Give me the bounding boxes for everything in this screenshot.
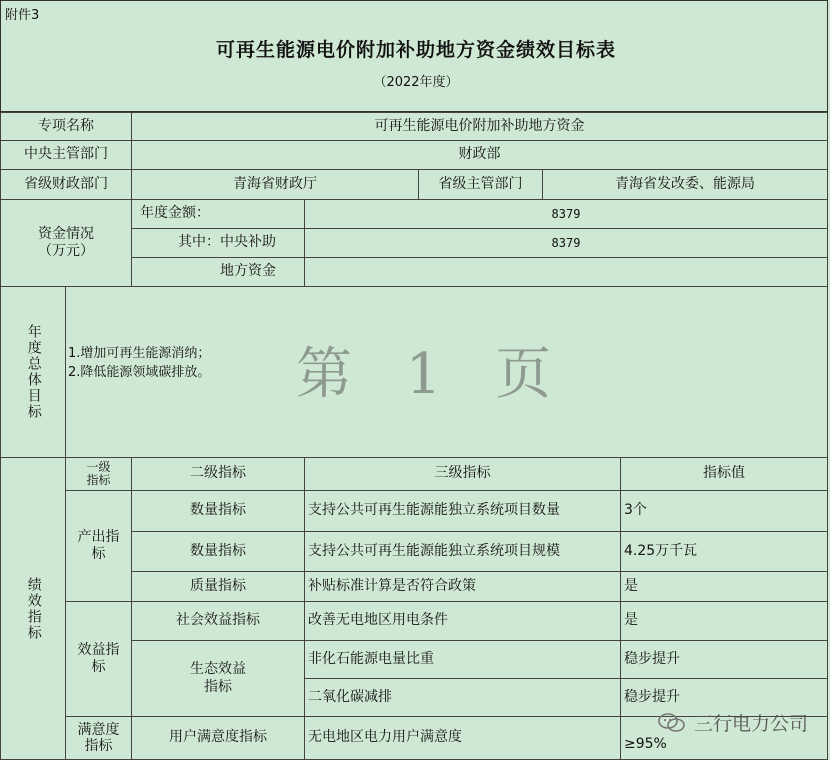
annual-amount-label: 年度金额： [131, 199, 305, 229]
col-header-value: 指标值 [620, 457, 828, 491]
level3-cell: 支持公共可再生能源能独立系统项目数量 [304, 490, 621, 532]
level3-cell: 支持公共可再生能源能独立系统项目规模 [304, 531, 621, 572]
level3-cell: 补贴标准计算是否符合政策 [304, 571, 621, 602]
col-header-level1: 一级 指标 [65, 457, 132, 491]
project-name-value: 可再生能源电价附加补助地方资金 [131, 112, 828, 141]
central-dept-value: 财政部 [131, 140, 828, 170]
central-subsidy-value: 8379 [304, 228, 828, 258]
provincial-dept-label: 省级主管部门 [418, 169, 543, 200]
level3-cell: 非化石能源电量比重 [304, 640, 621, 679]
brand-watermark [658, 709, 808, 736]
level1-benefit: 效益指 标 [65, 601, 132, 717]
local-funds-label: 地方资金 [131, 257, 305, 287]
annual-goals-list [68, 345, 210, 383]
level2-cell: 数量指标 [131, 490, 305, 532]
level2-cell: 数量指标 [131, 531, 305, 572]
provincial-finance-label: 省级财政部门 [0, 169, 132, 200]
level2-cell: 社会效益指标 [131, 601, 305, 641]
value-cell: 3个 [620, 490, 828, 532]
central-dept-label: 中央主管部门 [0, 140, 132, 170]
level1-satisfaction: 满意度 指标 [65, 716, 132, 760]
performance-section-label: 绩效指标 [0, 457, 66, 760]
annual-amount-value: 8379 [304, 199, 828, 229]
attachment-label: 附件3 [5, 8, 40, 23]
level3-cell: 二氧化碳减排 [304, 678, 621, 717]
wechat-icon [658, 713, 686, 733]
level2-cell: 质量指标 [131, 571, 305, 602]
value-cell: 4.25万千瓦 [620, 531, 828, 572]
col-header-level3: 三级指标 [304, 457, 621, 491]
provincial-finance-value: 青海省财政厅 [131, 169, 419, 200]
level2-cell: 用户满意度指标 [131, 716, 305, 760]
value-cell: 是 [620, 571, 828, 602]
level2-cell: 生态效益 指标 [131, 640, 305, 717]
central-subsidy-label: 其中：中央补助 [131, 228, 305, 258]
sheet-header [0, 0, 828, 112]
value-cell: 稳步提升 [620, 640, 828, 679]
value-cell: 稳步提升 [620, 678, 828, 717]
level3-cell: 无电地区电力用户满意度 [304, 716, 621, 760]
value-cell: 是 [620, 601, 828, 641]
level1-output: 产出指 标 [65, 490, 132, 602]
sheet-title: 可再生能源电价附加补助地方资金绩效目标表 [215, 39, 616, 61]
value-cell: ≥95% [620, 716, 828, 760]
level3-cell: 改善无电地区用电条件 [304, 601, 621, 641]
provincial-dept-value: 青海省发改委、能源局 [542, 169, 828, 200]
local-funds-value [304, 257, 828, 287]
annual-goals-label: 年度总体目标 [0, 286, 66, 458]
goal-item: 1.增加可再生能源消纳； [68, 346, 211, 361]
col-header-level2: 二级指标 [131, 457, 305, 491]
sheet-year: （2022年度） [373, 75, 459, 90]
funding-label: 资金情况 （万元） [0, 199, 132, 287]
goal-item: 2.降低能源领域碳排放。 [68, 364, 211, 380]
project-name-label: 专项名称 [0, 112, 132, 141]
brand-name: 三行电力公司 [693, 713, 808, 735]
page-watermark: 第 1 页 [296, 342, 570, 407]
